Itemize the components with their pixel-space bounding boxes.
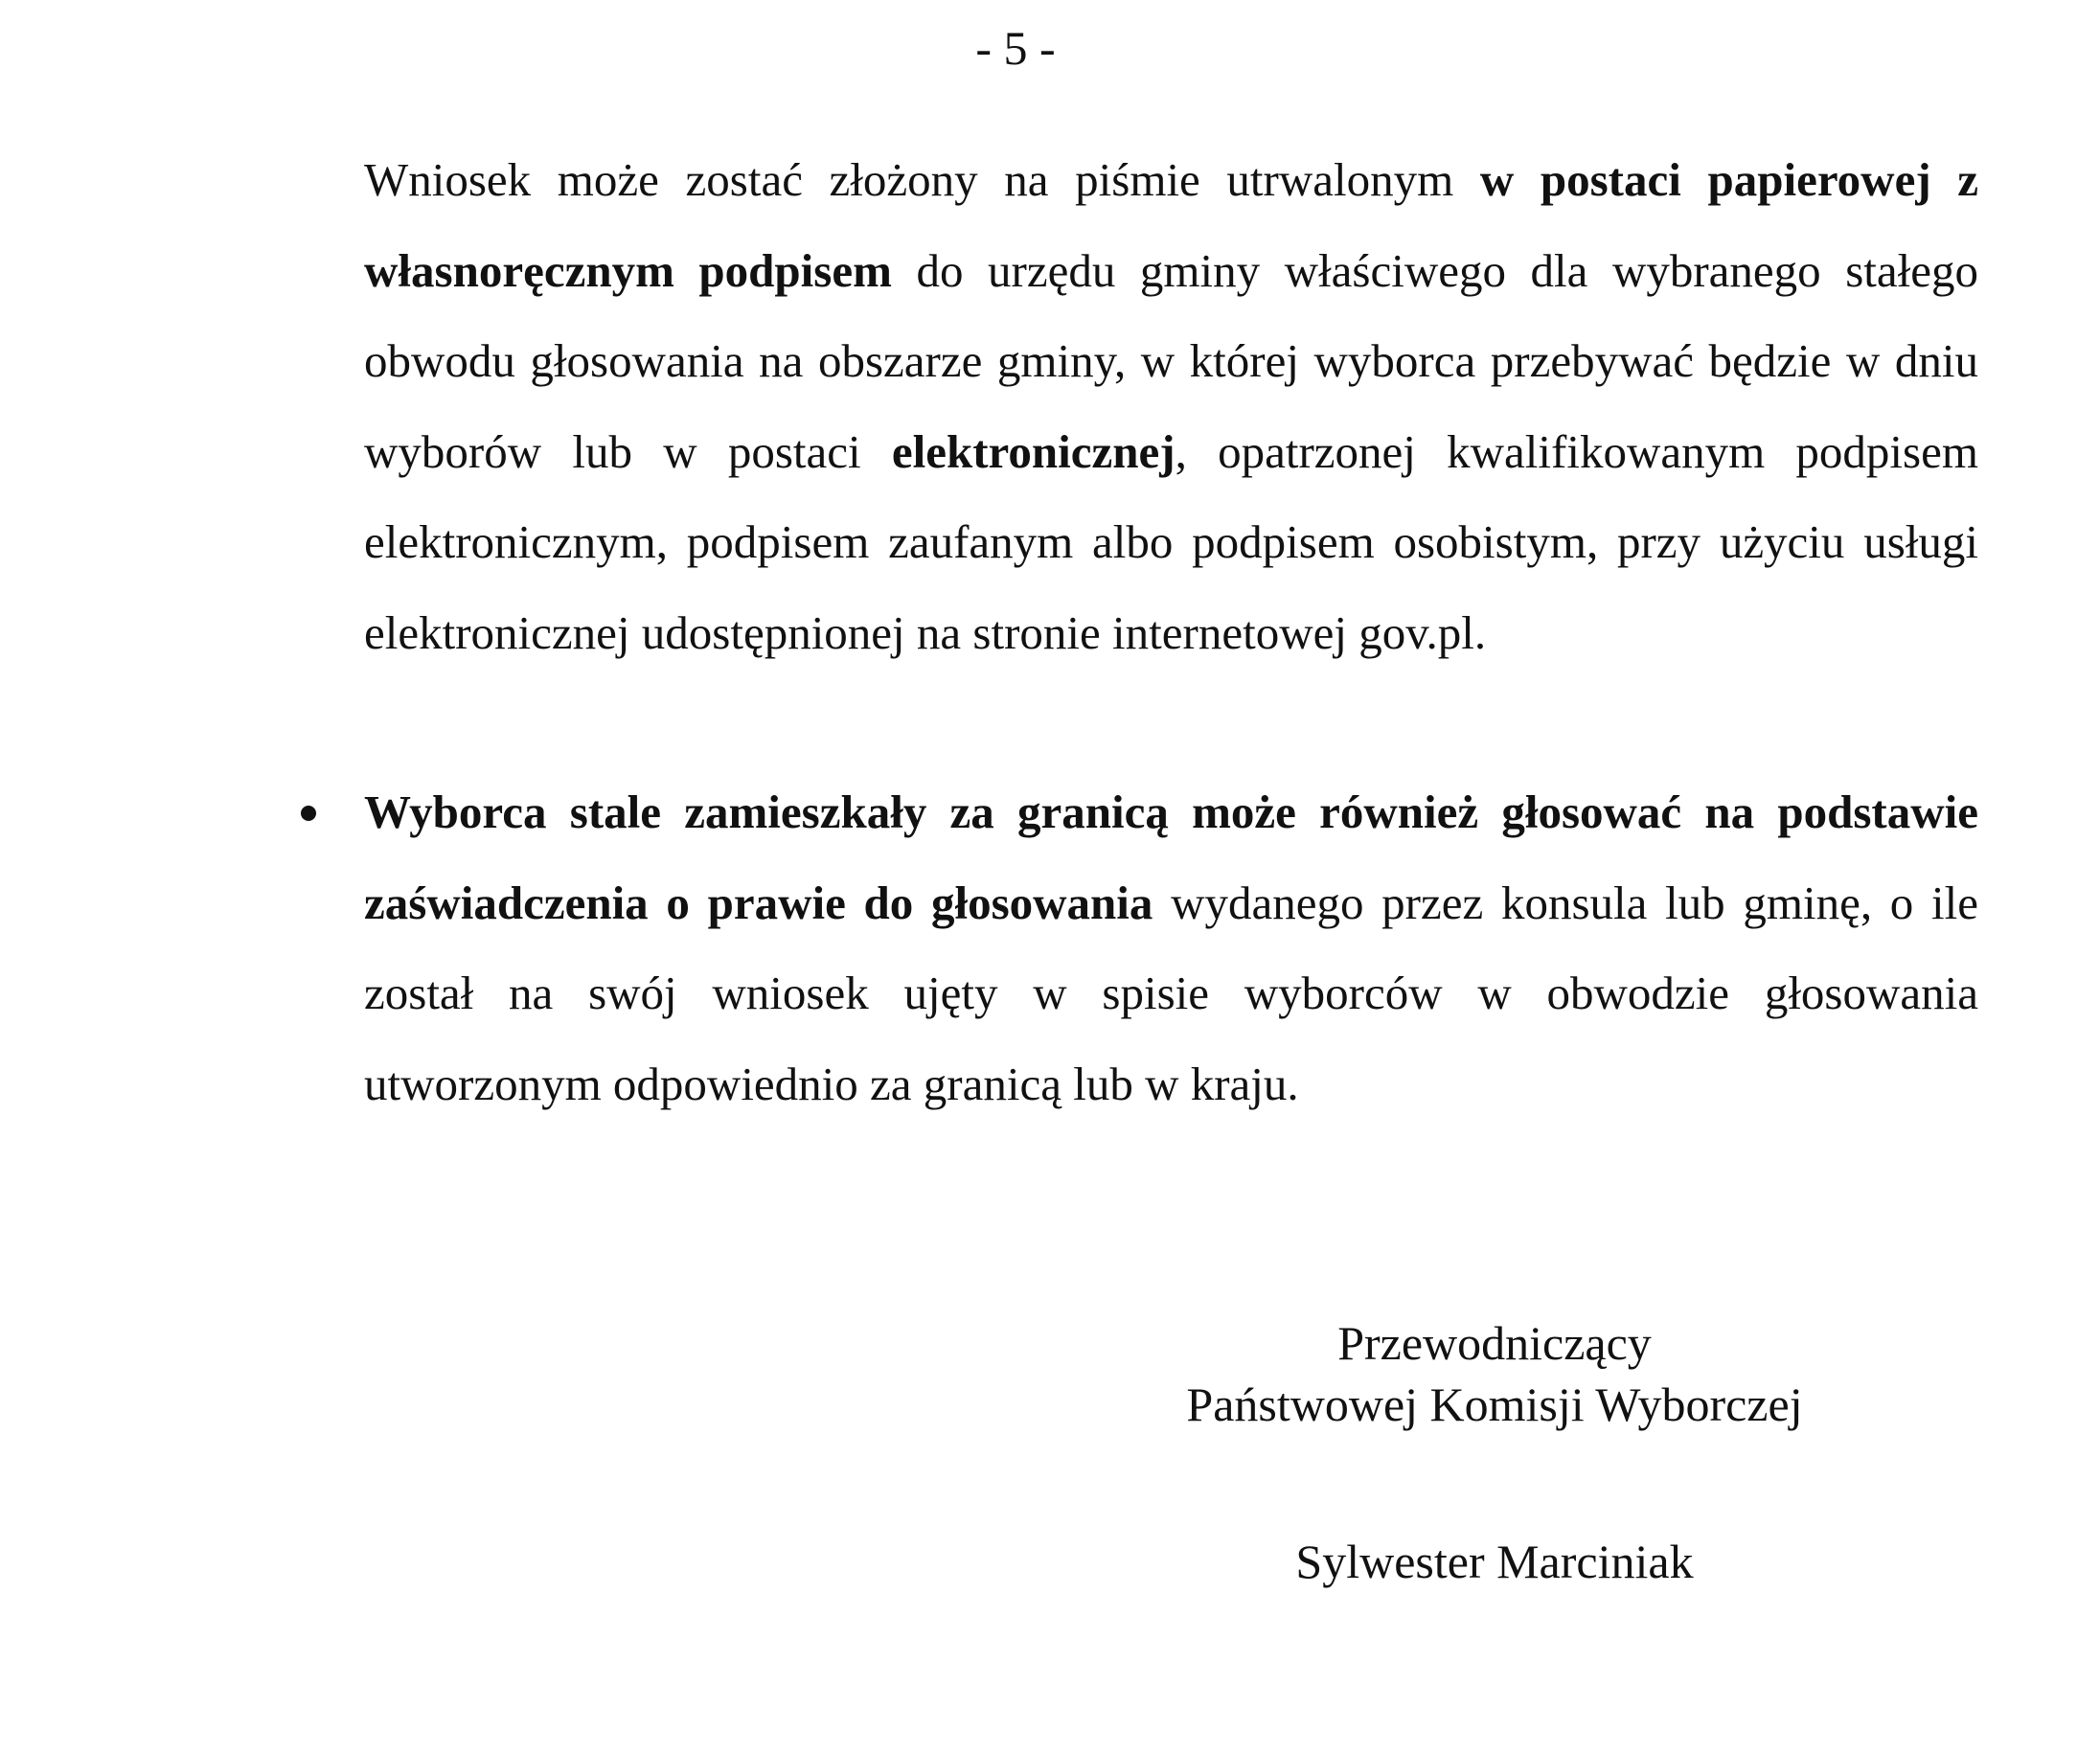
page-number: - 5 - bbox=[975, 21, 1056, 75]
paragraph-application-methods bbox=[364, 135, 1978, 678]
bullet-dot-icon bbox=[301, 806, 316, 821]
signature-block bbox=[1111, 1312, 1878, 1592]
signature-title-line-1: Przewodniczący bbox=[1337, 1316, 1652, 1370]
paragraph-text: Wniosek może zostać złożony na piśmie utrwalonym bbox=[364, 153, 1480, 206]
paragraph-text: , opatrzonej kwalifikowanym podpisem elektronicznym, podpisem zaufanym albo podpisem osobistym, przy użyciu usługi elektronicznej udostępnionej na stronie internetowej gov.pl. bbox=[364, 424, 1978, 659]
bold-paper-form: w postaci papierowej z własnoręcznym podpisem bbox=[364, 153, 1979, 297]
signatory-name: Sylwester Marciniak bbox=[1295, 1535, 1694, 1588]
signature-title-line-2: Państwowej Komisji Wyborczej bbox=[1186, 1377, 1803, 1431]
bold-abroad-voter-statement: Wyborca stale zamieszkały za granicą może również głosować na podstawie zaświadczenia o prawie do głosowania bbox=[364, 785, 1978, 929]
paragraph-text: do urzędu gminy właściwego dla wybranego stałego obwodu głosowania na obszarze gminy, w której wyborca przebywać będzie w dniu wyborów lub w postaci bbox=[364, 243, 1978, 478]
bold-electronic-form: elektronicznej bbox=[891, 424, 1176, 478]
bullet-item-text: wydanego przez konsula lub gminę, o ile został na swój wniosek ujęty w spisie wyborców w obwodzie głosowania utworzonym odpowiednio za granicą lub w kraju. bbox=[364, 876, 1978, 1110]
bullet-item-abroad-voter bbox=[364, 767, 1978, 1129]
